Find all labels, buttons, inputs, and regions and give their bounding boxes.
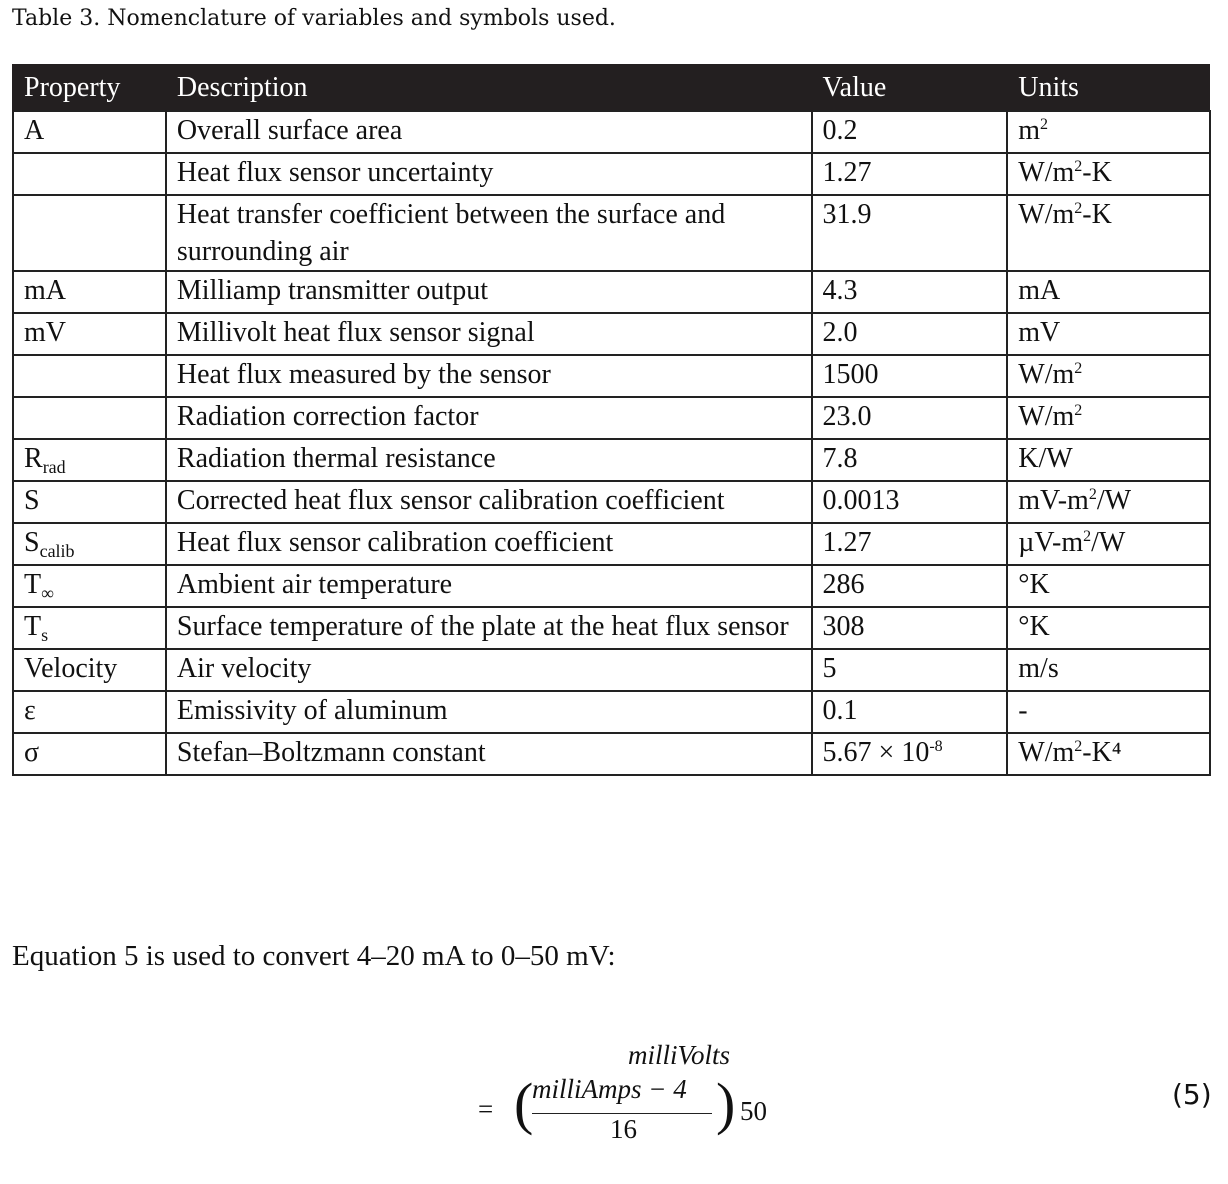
- cell-value: [812, 565, 1008, 607]
- unit-text: W/m: [1018, 157, 1075, 188]
- cell-units: [1007, 691, 1210, 733]
- cell-units: [1007, 523, 1210, 565]
- cell-description: Radiation thermal resistance: [166, 439, 812, 481]
- header-value: Value: [812, 64, 1008, 111]
- unit-exponent: 2: [1074, 738, 1083, 755]
- left-paren: (: [514, 1071, 534, 1136]
- unit-text: m/s: [1018, 653, 1059, 684]
- table-row: [13, 565, 1210, 607]
- cell-value: [812, 481, 1008, 523]
- value-text: 1500: [822, 359, 879, 390]
- unit-exponent: 2: [1074, 158, 1083, 175]
- cell-units: [1007, 481, 1210, 523]
- cell-property: [13, 733, 166, 775]
- cell-description: Emissivity of aluminum: [166, 691, 812, 733]
- property-symbol: T: [24, 569, 42, 600]
- cell-value: [812, 691, 1008, 733]
- cell-units: [1007, 607, 1210, 649]
- cell-units: [1007, 439, 1210, 481]
- table-row: [13, 691, 1210, 733]
- table-row: [13, 607, 1210, 649]
- unit-tail: /W: [1091, 527, 1126, 558]
- property-symbol: Velocity: [24, 653, 118, 684]
- table-row: [13, 271, 1210, 313]
- value-text: 23.0: [822, 401, 872, 432]
- value-text: 308: [822, 611, 865, 642]
- cell-value: [812, 733, 1008, 775]
- unit-exponent: 2: [1074, 200, 1083, 217]
- cell-property: [13, 565, 166, 607]
- property-symbol: σ: [24, 737, 40, 768]
- cell-value: [812, 607, 1008, 649]
- equals-sign: =: [478, 1094, 494, 1124]
- cell-description: Heat flux measured by the sensor: [166, 355, 812, 397]
- cell-property: [13, 271, 166, 313]
- cell-units: [1007, 565, 1210, 607]
- value-text: 0.1: [822, 695, 858, 726]
- cell-property: [13, 355, 166, 397]
- unit-text: mV: [1018, 317, 1061, 348]
- cell-value: [812, 111, 1008, 153]
- cell-value: [812, 195, 1008, 271]
- cell-property: [13, 313, 166, 355]
- cell-property: [13, 397, 166, 439]
- equation-numerator: milliAmps − 4: [532, 1074, 687, 1104]
- unit-text: -: [1018, 695, 1028, 726]
- cell-property: [13, 607, 166, 649]
- table-row: [13, 111, 1210, 153]
- cell-description: Overall surface area: [166, 111, 812, 153]
- unit-exponent: 2: [1088, 486, 1097, 503]
- value-text: 1.27: [822, 527, 872, 558]
- value-text: 0.2: [822, 115, 858, 146]
- cell-property: [13, 153, 166, 195]
- cell-description: Stefan–Boltzmann constant: [166, 733, 812, 775]
- table-row: [13, 355, 1210, 397]
- cell-description: Heat transfer coefficient between the surface and surrounding air: [166, 195, 812, 271]
- unit-exponent: 2: [1074, 402, 1083, 419]
- unit-text: K/W: [1018, 443, 1073, 474]
- cell-units: [1007, 649, 1210, 691]
- cell-property: [13, 649, 166, 691]
- value-text: 0.0013: [822, 485, 900, 516]
- cell-description: Corrected heat flux sensor calibration coefficient: [166, 481, 812, 523]
- table-row: [13, 481, 1210, 523]
- unit-text: mA: [1018, 275, 1061, 306]
- unit-tail: -K: [1082, 199, 1112, 230]
- cell-value: [812, 355, 1008, 397]
- cell-property: [13, 195, 166, 271]
- unit-text: W/m: [1018, 737, 1075, 768]
- right-paren: ): [716, 1071, 736, 1136]
- table-row: [13, 195, 1210, 271]
- property-symbol: A: [24, 115, 45, 146]
- unit-text: °K: [1018, 569, 1050, 600]
- value-text: 1.27: [822, 157, 872, 188]
- value-text: 7.8: [822, 443, 858, 474]
- equation-factor: 50: [740, 1096, 767, 1126]
- table-row: [13, 733, 1210, 775]
- property-symbol: T: [24, 611, 42, 642]
- cell-value: [812, 153, 1008, 195]
- equation-number: (5): [1172, 1078, 1212, 1111]
- value-text: 5: [822, 653, 837, 684]
- equation-intro: Equation 5 is used to convert 4–20 mA to 0–50 mV:: [12, 940, 616, 972]
- cell-description: Air velocity: [166, 649, 812, 691]
- cell-units: [1007, 355, 1210, 397]
- unit-text: W/m: [1018, 359, 1075, 390]
- cell-description: Radiation correction factor: [166, 397, 812, 439]
- nomenclature-table: [12, 64, 1211, 776]
- header-units: Units: [1007, 64, 1210, 111]
- cell-description: Milliamp transmitter output: [166, 271, 812, 313]
- cell-units: [1007, 195, 1210, 271]
- cell-units: [1007, 111, 1210, 153]
- cell-property: [13, 481, 166, 523]
- table-row: [13, 397, 1210, 439]
- cell-value: [812, 313, 1008, 355]
- property-subscript: calib: [39, 541, 75, 561]
- cell-value: [812, 271, 1008, 313]
- property-symbol: mV: [24, 317, 66, 348]
- property-symbol: R: [24, 443, 43, 474]
- cell-units: [1007, 733, 1210, 775]
- unit-tail: -K: [1082, 157, 1112, 188]
- cell-property: [13, 111, 166, 153]
- unit-tail: /W: [1096, 485, 1132, 516]
- cell-value: [812, 649, 1008, 691]
- unit-text: m: [1018, 115, 1041, 146]
- value-text: 5.67 × 10: [822, 737, 930, 768]
- unit-text: W/m: [1018, 401, 1075, 432]
- cell-units: [1007, 153, 1210, 195]
- cell-property: [13, 439, 166, 481]
- equation-lhs: milliVolts: [628, 1040, 731, 1070]
- cell-property: [13, 523, 166, 565]
- unit-text: °K: [1018, 611, 1050, 642]
- property-symbol: ε: [24, 695, 36, 726]
- table-header-row: [13, 64, 1210, 111]
- cell-units: [1007, 397, 1210, 439]
- header-property: Property: [13, 64, 166, 111]
- value-text: 286: [822, 569, 865, 600]
- cell-value: [812, 523, 1008, 565]
- table-caption: Table 3. Nomenclature of variables and symbols used.: [12, 6, 616, 31]
- cell-description: Surface temperature of the plate at the heat flux sensor: [166, 607, 812, 649]
- equation-denominator: 16: [610, 1114, 637, 1144]
- property-symbol: S: [24, 485, 40, 516]
- table-row: [13, 649, 1210, 691]
- property-subscript: ∞: [41, 583, 54, 603]
- table-row: [13, 439, 1210, 481]
- cell-description: Ambient air temperature: [166, 565, 812, 607]
- table-row: [13, 523, 1210, 565]
- property-subscript: rad: [42, 457, 66, 477]
- unit-text: mV-m: [1018, 485, 1089, 516]
- cell-description: Millivolt heat flux sensor signal: [166, 313, 812, 355]
- unit-exponent: 2: [1083, 528, 1092, 545]
- value-text: 2.0: [822, 317, 858, 348]
- cell-property: [13, 691, 166, 733]
- table-row: [13, 153, 1210, 195]
- property-symbol: S: [24, 527, 40, 558]
- cell-value: [812, 439, 1008, 481]
- table-row: [13, 313, 1210, 355]
- property-subscript: s: [41, 625, 49, 645]
- value-exponent: -8: [929, 738, 943, 755]
- unit-tail: -K⁴: [1082, 737, 1122, 768]
- cell-description: Heat flux sensor uncertainty: [166, 153, 812, 195]
- cell-value: [812, 397, 1008, 439]
- value-text: 4.3: [822, 275, 858, 306]
- header-description: Description: [166, 64, 812, 111]
- unit-exponent: 2: [1040, 116, 1049, 133]
- unit-text: µV-m: [1018, 527, 1084, 558]
- property-symbol: mA: [24, 275, 66, 306]
- cell-units: [1007, 271, 1210, 313]
- unit-text: W/m: [1018, 199, 1075, 230]
- value-text: 31.9: [822, 199, 872, 230]
- cell-description: Heat flux sensor calibration coefficient: [166, 523, 812, 565]
- unit-exponent: 2: [1074, 360, 1083, 377]
- cell-units: [1007, 313, 1210, 355]
